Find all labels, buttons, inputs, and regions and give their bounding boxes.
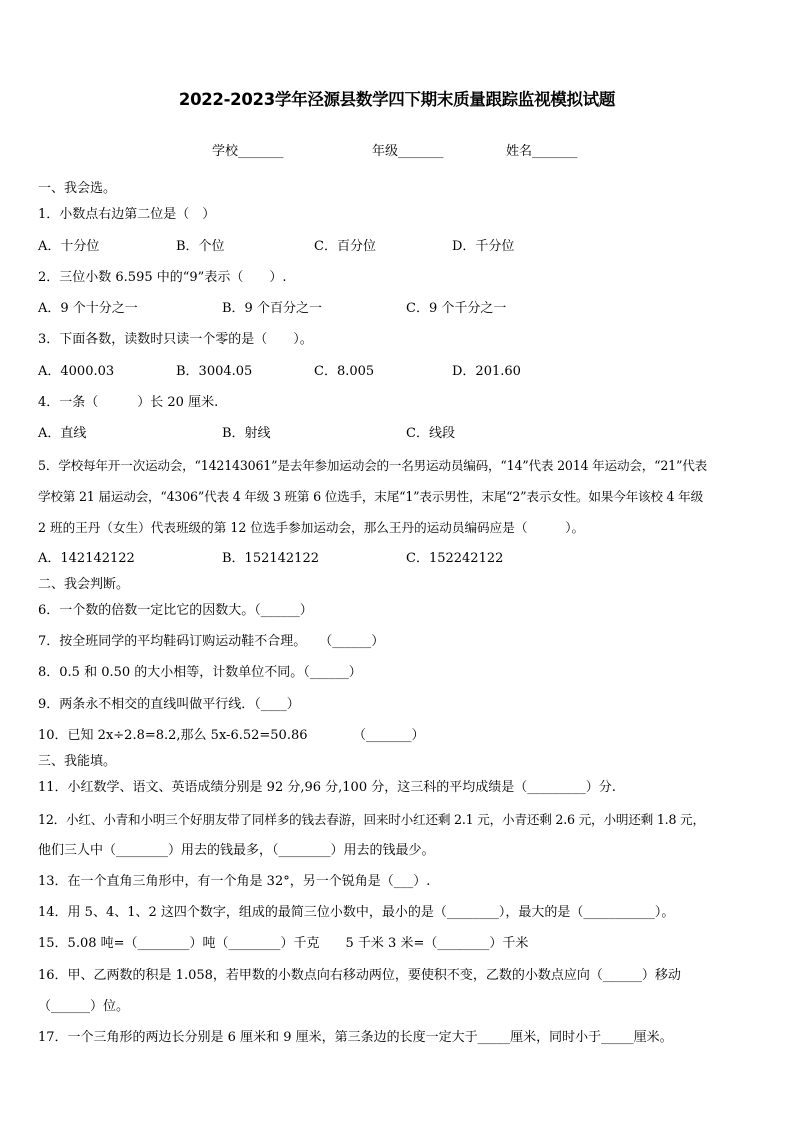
grade-field: 年级_______ <box>372 144 444 159</box>
question-5-line-3: 2 班的王丹（女生）代表班级的第 12 位选手参加运动会，那么王丹的运动员编码应是（ ）。 <box>38 520 585 535</box>
question-9: 9．两条永不相交的直线叫做平行线．（____） <box>38 697 300 712</box>
section-heading-fill: 三、我能填。 <box>38 754 117 769</box>
question-17: 17．一个三角形的两边长分别是 6 厘米和 9 厘米，第三条边的长度一定大于_____厘米，同时小于_____厘米。 <box>38 1030 673 1045</box>
question-12-line-2: 他们三人中（________）用去的钱最多，（________）用去的钱最少。 <box>38 843 435 858</box>
page-title: 2022-2023学年泾源县数学四下期末质量跟踪监视模拟试题 <box>178 90 616 109</box>
q5-option-a: A．142142122 <box>38 551 135 566</box>
question-1: 1．小数点右边第二位是（ ） <box>38 207 216 222</box>
question-6: 6．一个数的倍数一定比它的因数大。（______） <box>38 603 313 618</box>
question-10: 10．已知 2x÷2.8=8.2,那么 5x-6.52=50.86 （_______） <box>38 728 425 743</box>
q3-option-d: D．201.60 <box>452 364 521 379</box>
question-5-line-1: 5．学校每年开一次运动会，“142143061”是去年参加运动会的一名男运动员编码，“14”代表 2014 年运动会，“21”代表 <box>38 458 708 473</box>
q1-option-a: A．十分位 <box>38 239 100 254</box>
question-16-line-1: 16．甲、乙两数的积是 1.058，若甲数的小数点向右移动两位，要使积不变，乙数的小数点应向（______）移动 <box>38 968 681 983</box>
q5-option-c: C．152242122 <box>406 551 504 566</box>
section-heading-choice: 一、我会选。 <box>38 181 117 196</box>
q4-option-a: A．直线 <box>38 426 87 441</box>
q4-option-c: C．线段 <box>406 426 455 441</box>
question-15: 15．5.08 吨=（________）吨（________）千克 5 千米 3 米=（________）千米 <box>38 936 529 951</box>
question-3: 3．下面各数，读数时只读一个零的是（ ）。 <box>38 332 313 347</box>
question-7: 7．按全班同学的平均鞋码订购运动鞋不合理。 （______） <box>38 634 385 649</box>
q4-option-b: B．射线 <box>222 426 271 441</box>
question-11: 11．小红数学、语文、英语成绩分别是 92 分,96 分,100 分，这三科的平均成绩是（_________）分. <box>38 780 616 795</box>
question-12-line-1: 12．小红、小青和小明三个好朋友带了同样多的钱去春游，回来时小红还剩 2.1 元，小青还剩 2.6 元，小明还剩 1.8 元， <box>38 812 705 827</box>
question-2: 2．三位小数 6.595 中的“9”表示（ ）. <box>38 270 287 285</box>
question-13: 13．在一个直角三角形中，有一个角是 32°，另一个锐角是（___）. <box>38 874 431 889</box>
question-14: 14．用 5、4、1、2 这四个数字，组成的最简三位小数中，最小的是（________），最大的是（___________）。 <box>38 905 675 920</box>
q1-option-d: D．千分位 <box>452 239 515 254</box>
q3-option-b: B．3004.05 <box>176 364 253 379</box>
q2-option-b: B．9 个百分之一 <box>222 301 322 316</box>
q3-option-a: A．4000.03 <box>38 364 115 379</box>
question-5-line-2: 学校第 21 届运动会，“4306”代表 4 年级 3 班第 6 位选手，末尾“1”表示男性，末尾“2”表示女性。如果今年该校 4 年级 <box>38 489 703 504</box>
question-8: 8．0.5 和 0.50 的大小相等，计数单位不同。（______） <box>38 665 362 680</box>
question-16-line-2: （______）位。 <box>38 999 130 1014</box>
q1-option-c: C．百分位 <box>314 239 376 254</box>
q2-option-c: C．9 个千分之一 <box>406 301 507 316</box>
question-4: 4．一条（ ）长 20 厘米. <box>38 395 219 410</box>
section-heading-judge: 二、我会判断。 <box>38 577 130 592</box>
q3-option-c: C．8.005 <box>314 364 375 379</box>
name-field: 姓名_______ <box>506 144 578 159</box>
school-field: 学校_______ <box>212 144 284 159</box>
q2-option-a: A．9 个十分之一 <box>38 301 138 316</box>
q1-option-b: B．个位 <box>176 239 225 254</box>
q5-option-b: B．152142122 <box>222 551 319 566</box>
